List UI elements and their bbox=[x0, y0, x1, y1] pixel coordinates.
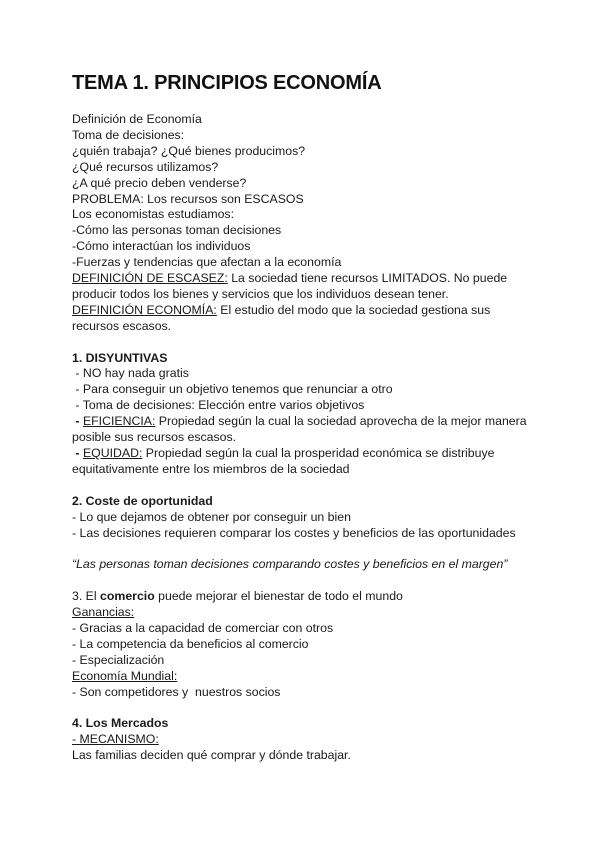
definition-escasez-text: La sociedad tiene recursos LIMITADOS. No puede producir todos los bienes y servicios que los individuos desean tener. bbox=[72, 271, 508, 301]
definition-economia-label: DEFINICIÓN ECONOMÍA: bbox=[72, 302, 217, 317]
list-item: - Las decisiones requieren comparar los costes y beneficios de las oportunidades bbox=[72, 525, 516, 540]
intro-line: -Cómo las personas toman decisiones bbox=[72, 223, 282, 238]
definition-escasez bbox=[72, 271, 532, 303]
body-line: Las familias deciden qué comprar y dónde trabajar. bbox=[72, 748, 351, 763]
section-heading-disyuntivas: 1. DISYUNTIVAS bbox=[72, 350, 168, 365]
page-title: TEMA 1. PRINCIPIOS ECONOMÍA bbox=[72, 72, 382, 94]
list-item: - EQUIDAD: Propiedad según la cual la prosperidad económica se distribuye equitativamente entre los miembros de la sociedad bbox=[72, 446, 498, 476]
intro-line: Definición de Economía bbox=[72, 112, 202, 126]
list-item: - Son competidores y nuestros socios bbox=[72, 684, 281, 699]
eficiencia-label: EFICIENCIA: bbox=[82, 414, 156, 429]
mecanismo-label: - MECANISMO: bbox=[72, 732, 159, 747]
section-heading-mercados: 4. Los Mercados bbox=[72, 716, 169, 731]
list-item: - Lo que dejamos de obtener por conseguir un bien bbox=[72, 509, 351, 524]
list-item: - Gracias a la capacidad de comerciar con otros bbox=[72, 620, 334, 635]
intro-line: Los economistas estudiamos: bbox=[72, 207, 234, 222]
ganancias-label: Ganancias: bbox=[72, 605, 135, 620]
definition-escasez-label: DEFINICIÓN DE ESCASEZ: bbox=[72, 271, 228, 286]
list-item: - NO hay nada gratis bbox=[72, 366, 189, 381]
intro-line: ¿A qué precio deben venderse? bbox=[72, 175, 247, 190]
list-item: - Toma de decisiones: Elección entre varios objetivos bbox=[72, 398, 365, 413]
section-heading-comercio: 3. El comercio puede mejorar el bienestar de todo el mundo bbox=[72, 589, 403, 604]
list-item: - EFICIENCIA: Propiedad según la cual la sociedad aprovecha de la mejor manera posible sus recursos escasos. bbox=[72, 414, 530, 445]
list-item: - La competencia da beneficios al comercio bbox=[72, 636, 309, 651]
intro-line: ¿Qué recursos utilizamos? bbox=[72, 159, 219, 174]
equidad-label: EQUIDAD: bbox=[82, 446, 143, 461]
list-item: - Especialización bbox=[72, 652, 165, 667]
intro-line: -Fuerzas y tendencias que afectan a la economía bbox=[72, 255, 342, 270]
quote: “Las personas toman decisiones comparando costes y beneficios en el margen” bbox=[72, 557, 508, 572]
intro-line: -Cómo interactúan los individuos bbox=[72, 239, 251, 254]
intro-line: ¿quién trabaja? ¿Qué bienes producimos? bbox=[72, 143, 306, 158]
definition-economia-text: El estudio del modo que la sociedad gestiona sus recursos escasos. bbox=[72, 302, 491, 333]
definition-economia bbox=[72, 303, 532, 335]
list-item: - Para conseguir un objetivo tenemos que renunciar a otro bbox=[72, 382, 393, 397]
document-body bbox=[72, 112, 532, 764]
section-heading-coste: 2. Coste de oportunidad bbox=[72, 493, 213, 508]
economia-mundial-label: Economía Mundial: bbox=[72, 668, 178, 683]
intro-line: PROBLEMA: Los recursos son ESCASOS bbox=[72, 191, 304, 206]
intro-line: Toma de decisiones: bbox=[72, 127, 185, 142]
